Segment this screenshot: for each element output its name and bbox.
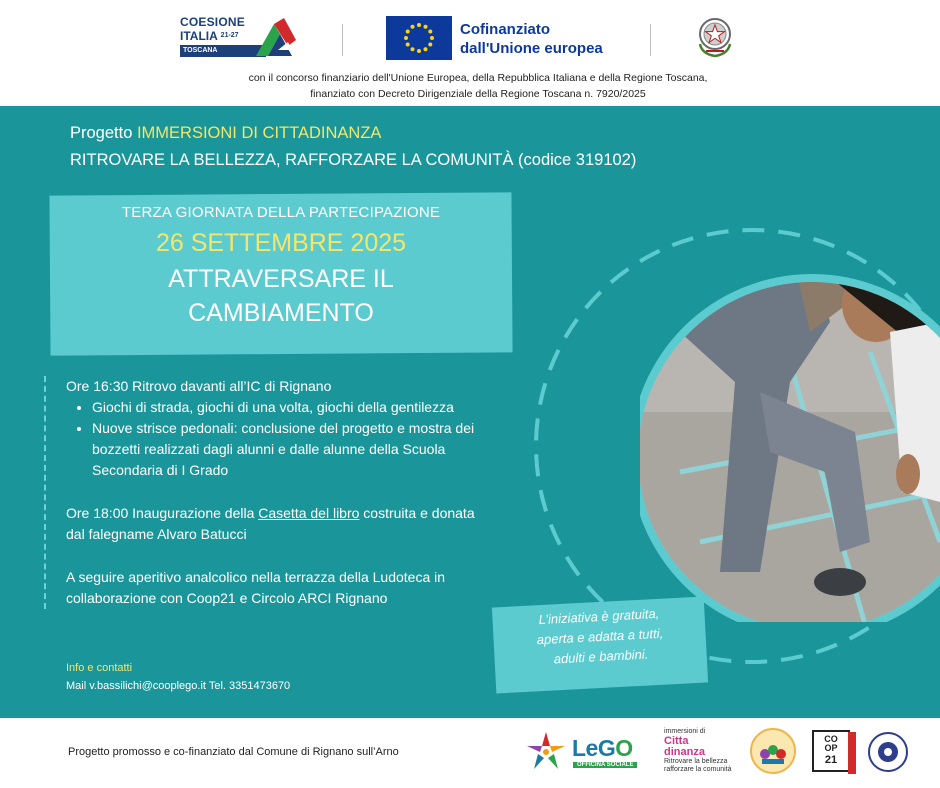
eu-flag-icon (386, 16, 452, 60)
ludoteca-logo-icon (750, 728, 796, 774)
funding-line1: con il concorso finanziario dell'Unione Europea, della Repubblica Italiana e della Regione Toscana, (248, 72, 708, 84)
project-name: IMMERSIONI DI CITTADINANZA (136, 124, 382, 142)
list-item: • Giochi di strada, giochi di una volta, giochi della gentilezza (92, 397, 484, 418)
funding-statement (0, 70, 940, 102)
event-program (44, 376, 484, 609)
coesione-years: 21-27 (220, 32, 239, 39)
program-item-2: Ore 18:00 Inaugurazione della Casetta del libro costruita e donata dal falegname Alvaro Batucci (66, 505, 475, 542)
free-event-note: L’iniziativa è gratuita, aperta e adatta a tutti, adulti e bambini. (536, 605, 664, 667)
lego-logo-subtitle: OFFICINA SOCIALE (573, 762, 637, 768)
contacts-details: Mail v.bassilichi@cooplego.it Tel. 3351473670 (66, 680, 291, 692)
lego-star-icon (524, 730, 568, 774)
footer-promoter-text: Progetto promosso e co-finanziato dal Comune di Rignano sull’Arno (68, 746, 399, 758)
italian-republic-emblem-icon (692, 14, 738, 63)
coesione-line2: ITALIA $^{21-27}$ (180, 29, 239, 43)
event-kicker: TERZA GIORNATA DELLA PARTECIPAZIONE (121, 204, 441, 221)
eu-line1: Cofinanziato (460, 21, 550, 38)
circolo-arci-logo-icon (868, 732, 908, 772)
eu-cofinanziato-text (460, 20, 603, 58)
main-panel (0, 106, 940, 718)
list-item: • Nuove strisce pedonali: conclusione del progetto e mostra dei bozzetti realizzati dagli alunni e dalle alunne della Scuola Secondaria di I Grado (92, 418, 484, 481)
lego-logo-text: LeGO (572, 735, 633, 761)
coesione-region: TOSCANA (180, 45, 266, 57)
coesione-italia-logo (180, 16, 298, 62)
casetta-del-libro-link[interactable]: Casetta del libro (258, 505, 360, 521)
program-bullet-list (74, 397, 484, 481)
header (0, 0, 940, 106)
project-subtitle: RITROVARE LA BELLEZZA, RAFFORZARE LA COMUNITÀ (codice 319102) (70, 151, 637, 169)
eu-line2: dall'Unione europea (460, 40, 603, 57)
coesione-arrows-icon (252, 16, 298, 58)
header-divider (650, 24, 651, 56)
project-title: Progetto IMMERSIONI DI CITTADINANZA (70, 124, 382, 142)
contacts-label: Info e contatti (66, 662, 133, 674)
coesione-line1: COESIONE (180, 15, 245, 29)
funding-line2: finanziato con Decreto Dirigenziale della Regione Toscana n. 7920/2025 (310, 88, 646, 100)
program-item-1: Ore 16:30 Ritrovo davanti all’IC di Rignano (66, 378, 332, 394)
header-divider (342, 24, 343, 56)
event-banner (50, 194, 512, 354)
program-item-3: A seguire aperitivo analcolico nella terrazza della Ludoteca in collaborazione con Coop21 e Circolo ARCI Rignano (66, 569, 446, 606)
event-title: ATTRAVERSARE IL CAMBIAMENTO (168, 265, 394, 327)
footer (0, 718, 940, 788)
coop21-logo: CO OP 21 (812, 730, 850, 772)
event-date: 26 SETTEMBRE 2025 (155, 229, 407, 257)
children-playing-photo (640, 242, 940, 622)
immersioni-logo: immersioni di Citta dinanza Ritrovare la bellezza rafforzare la comunità (664, 728, 732, 773)
